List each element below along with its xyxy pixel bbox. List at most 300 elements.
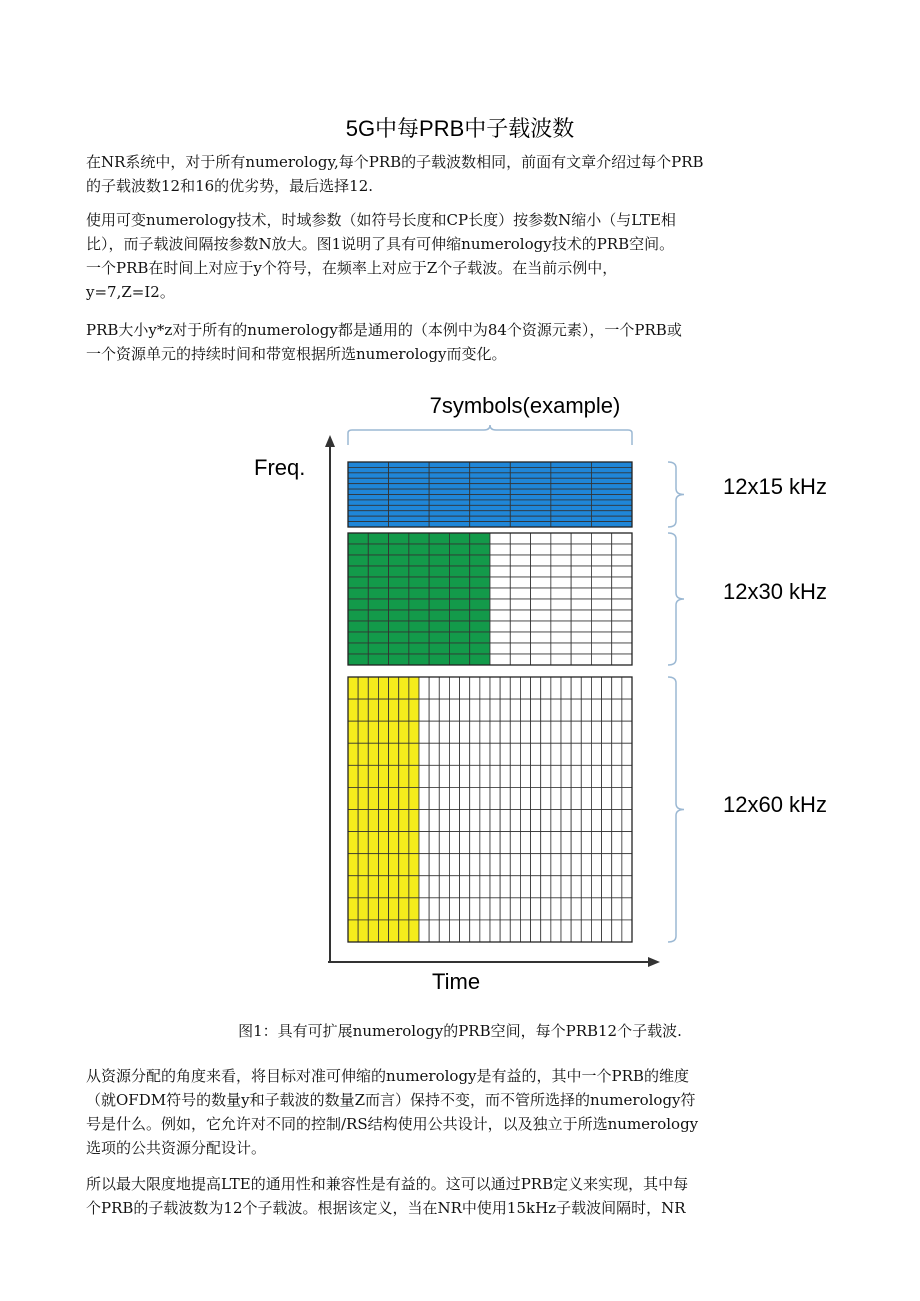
resource-element — [470, 467, 511, 472]
resource-element — [612, 832, 622, 854]
resource-element — [551, 467, 592, 472]
resource-element — [551, 588, 571, 599]
resource-element — [439, 810, 449, 832]
resource-element — [571, 621, 591, 632]
resource-element — [348, 854, 358, 876]
resource-element — [510, 478, 551, 483]
resource-element — [368, 533, 388, 544]
resource-element — [358, 854, 368, 876]
resource-element — [389, 516, 430, 521]
resource-element — [348, 632, 368, 643]
resource-element — [612, 533, 632, 544]
resource-element — [551, 787, 561, 809]
resource-element — [510, 632, 530, 643]
resource-element — [429, 511, 470, 516]
resource-element — [591, 599, 611, 610]
resource-element — [429, 555, 449, 566]
resource-element — [389, 566, 409, 577]
resource-element — [490, 599, 510, 610]
resource-element — [510, 522, 551, 527]
resource-element — [490, 555, 510, 566]
resource-element — [510, 500, 551, 505]
resource-element — [480, 810, 490, 832]
resource-element — [551, 489, 592, 494]
resource-element — [429, 787, 439, 809]
resource-element — [429, 462, 470, 467]
resource-element — [612, 632, 632, 643]
resource-element — [368, 876, 378, 898]
resource-element — [510, 566, 530, 577]
resource-element — [612, 566, 632, 577]
resource-element — [602, 677, 612, 699]
resource-element — [348, 621, 368, 632]
resource-element — [409, 654, 429, 665]
resource-element — [581, 787, 591, 809]
resource-element — [531, 577, 551, 588]
resource-element — [470, 677, 480, 699]
resource-element — [622, 787, 632, 809]
resource-element — [480, 677, 490, 699]
resource-element — [561, 920, 571, 942]
resource-element — [348, 832, 358, 854]
resource-element — [571, 854, 581, 876]
resource-element — [348, 743, 358, 765]
resource-element — [429, 522, 470, 527]
resource-element — [409, 743, 419, 765]
resource-element — [510, 621, 530, 632]
resource-element — [348, 516, 389, 521]
resource-element — [531, 599, 551, 610]
resource-element — [429, 473, 470, 478]
resource-element — [348, 533, 368, 544]
resource-element — [622, 898, 632, 920]
resource-element — [429, 533, 449, 544]
resource-element — [490, 854, 500, 876]
resource-element — [581, 699, 591, 721]
resource-element — [531, 854, 541, 876]
resource-element — [490, 787, 500, 809]
resource-element — [389, 473, 430, 478]
resource-element — [389, 610, 409, 621]
resource-element — [429, 588, 449, 599]
resource-element — [612, 677, 622, 699]
resource-element — [409, 920, 419, 942]
resource-element — [439, 721, 449, 743]
resource-element — [429, 495, 470, 500]
resource-element — [419, 677, 429, 699]
resource-element — [490, 621, 510, 632]
block-brace — [668, 462, 684, 527]
resource-element — [348, 522, 389, 527]
resource-element — [510, 495, 551, 500]
resource-element — [460, 677, 470, 699]
paragraph-2: 使用可变numerology技术，时域参数（如符号长度和CP长度）按参数N缩小（与LTE相 比），而子载波间隔按参数N放大。图1说明了具有可伸缩numerology技术的PRB空间。 一个PRB在时间上对应于y个符号，在频率上对应于Z个子载波。在当前示例中， y=7,Z=I2。 — [86, 211, 676, 301]
resource-element — [622, 876, 632, 898]
resource-element — [470, 462, 511, 467]
resource-element — [378, 699, 388, 721]
resource-element — [439, 743, 449, 765]
resource-element — [510, 721, 520, 743]
resource-element — [602, 787, 612, 809]
resource-element — [602, 743, 612, 765]
block-brace — [668, 677, 684, 942]
resource-element — [348, 898, 358, 920]
resource-element — [510, 516, 551, 521]
resource-element — [510, 467, 551, 472]
resource-element — [368, 854, 378, 876]
resource-element — [571, 721, 581, 743]
resource-element — [389, 500, 430, 505]
resource-element — [449, 654, 469, 665]
resource-element — [591, 522, 632, 527]
resource-element — [470, 721, 480, 743]
resource-element — [612, 920, 622, 942]
resource-element — [389, 495, 430, 500]
resource-element — [561, 832, 571, 854]
resource-element — [591, 699, 601, 721]
resource-element — [419, 920, 429, 942]
resource-element — [389, 511, 430, 516]
resource-element — [439, 876, 449, 898]
resource-element — [591, 555, 611, 566]
resource-element — [389, 577, 409, 588]
resource-element — [378, 854, 388, 876]
resource-element — [389, 555, 409, 566]
resource-element — [551, 533, 571, 544]
resource-element — [571, 677, 581, 699]
resource-element — [500, 876, 510, 898]
resource-element — [490, 588, 510, 599]
resource-element — [531, 876, 541, 898]
resource-element — [500, 920, 510, 942]
resource-element — [480, 699, 490, 721]
resource-element — [389, 920, 399, 942]
resource-element — [571, 588, 591, 599]
resource-element — [541, 832, 551, 854]
resource-element — [348, 699, 358, 721]
resource-element — [602, 721, 612, 743]
resource-element — [541, 898, 551, 920]
resource-element — [622, 743, 632, 765]
resource-element — [520, 787, 530, 809]
resource-element — [571, 577, 591, 588]
freq-axis-label: Freq. — [254, 455, 306, 480]
resource-element — [429, 478, 470, 483]
resource-element — [409, 599, 429, 610]
resource-element — [389, 654, 409, 665]
resource-element — [470, 898, 480, 920]
resource-element — [449, 677, 459, 699]
resource-element — [470, 632, 490, 643]
resource-element — [389, 522, 430, 527]
resource-element — [439, 920, 449, 942]
resource-element — [389, 832, 399, 854]
resource-element — [541, 765, 551, 787]
resource-element — [510, 588, 530, 599]
resource-element — [510, 743, 520, 765]
resource-element — [591, 810, 601, 832]
resource-element — [500, 810, 510, 832]
resource-element — [531, 677, 541, 699]
resource-element — [551, 610, 571, 621]
resource-element — [541, 677, 551, 699]
resource-element — [368, 632, 388, 643]
resource-element — [500, 787, 510, 809]
resource-element — [368, 566, 388, 577]
resource-element — [551, 920, 561, 942]
resource-element — [490, 898, 500, 920]
resource-element — [531, 832, 541, 854]
resource-element — [348, 467, 389, 472]
resource-element — [358, 810, 368, 832]
resource-element — [571, 544, 591, 555]
resource-element — [348, 654, 368, 665]
resource-element — [368, 787, 378, 809]
resource-element — [551, 599, 571, 610]
resource-element — [531, 533, 551, 544]
resource-element — [561, 854, 571, 876]
resource-element — [561, 898, 571, 920]
resource-element — [389, 505, 430, 510]
resource-element — [419, 854, 429, 876]
resource-element — [571, 876, 581, 898]
resource-element — [591, 621, 611, 632]
resource-element — [591, 467, 632, 472]
resource-element — [348, 588, 368, 599]
resource-element — [551, 505, 592, 510]
resource-element — [480, 876, 490, 898]
resource-element — [409, 632, 429, 643]
resource-element — [470, 854, 480, 876]
resource-element — [419, 898, 429, 920]
resource-element — [561, 721, 571, 743]
resource-element — [419, 787, 429, 809]
resource-element — [510, 473, 551, 478]
resource-element — [429, 484, 470, 489]
resource-element — [449, 721, 459, 743]
resource-element — [612, 699, 622, 721]
resource-element — [439, 854, 449, 876]
resource-element — [520, 832, 530, 854]
resource-element — [348, 566, 368, 577]
resource-element — [389, 484, 430, 489]
resource-element — [510, 489, 551, 494]
resource-element — [591, 643, 611, 654]
resource-element — [591, 505, 632, 510]
resource-element — [409, 621, 429, 632]
resource-element — [409, 787, 419, 809]
resource-element — [348, 500, 389, 505]
resource-element — [460, 765, 470, 787]
resource-element — [581, 832, 591, 854]
resource-element — [591, 544, 611, 555]
resource-element — [500, 721, 510, 743]
resource-element — [561, 876, 571, 898]
resource-element — [470, 533, 490, 544]
page-title: 5G中每PRB中子载波数 — [345, 116, 575, 141]
resource-element — [571, 632, 591, 643]
resource-element — [602, 876, 612, 898]
resource-element — [399, 743, 409, 765]
resource-element — [510, 610, 530, 621]
resource-element — [561, 787, 571, 809]
resource-element — [378, 743, 388, 765]
resource-element — [419, 721, 429, 743]
resource-element — [591, 898, 601, 920]
resource-element — [602, 898, 612, 920]
resource-element — [368, 898, 378, 920]
resource-element — [510, 505, 551, 510]
resource-element — [581, 765, 591, 787]
resource-element — [409, 610, 429, 621]
resource-element — [429, 489, 470, 494]
resource-element — [399, 876, 409, 898]
resource-element — [389, 599, 409, 610]
resource-element — [470, 876, 480, 898]
resource-element — [591, 489, 632, 494]
resource-element — [500, 743, 510, 765]
resource-element — [520, 721, 530, 743]
resource-element — [429, 505, 470, 510]
resource-element — [378, 832, 388, 854]
resource-element — [470, 810, 480, 832]
resource-element — [470, 478, 511, 483]
resource-element — [551, 484, 592, 489]
resource-element — [541, 743, 551, 765]
resource-element — [510, 920, 520, 942]
resource-element — [368, 654, 388, 665]
resource-element — [429, 876, 439, 898]
resource-element — [348, 721, 358, 743]
resource-element — [389, 721, 399, 743]
resource-element — [551, 721, 561, 743]
resource-element — [551, 643, 571, 654]
resource-element — [490, 654, 510, 665]
resource-element — [409, 577, 429, 588]
resource-element — [399, 699, 409, 721]
resource-element — [551, 898, 561, 920]
resource-element — [470, 610, 490, 621]
resource-element — [348, 876, 358, 898]
resource-element — [531, 643, 551, 654]
resource-element — [378, 721, 388, 743]
resource-element — [551, 765, 561, 787]
resource-element — [409, 566, 429, 577]
resource-element — [490, 677, 500, 699]
resource-element — [561, 765, 571, 787]
resource-element — [460, 699, 470, 721]
resource-element — [591, 462, 632, 467]
resource-element — [510, 484, 551, 489]
resource-element — [510, 511, 551, 516]
figure-caption: 图1：具有可扩展numerology的PRB空间，每个PRB12个子载波. — [238, 1022, 682, 1040]
resource-element — [460, 876, 470, 898]
resource-element — [389, 588, 409, 599]
resource-element — [591, 484, 632, 489]
resource-element — [541, 699, 551, 721]
resource-element — [612, 743, 622, 765]
resource-element — [378, 765, 388, 787]
resource-element — [389, 765, 399, 787]
block-label-15khz: 12x15 kHz — [723, 474, 827, 499]
resource-element — [429, 544, 449, 555]
resource-element — [520, 898, 530, 920]
resource-element — [612, 898, 622, 920]
resource-element — [551, 677, 561, 699]
resource-element — [429, 832, 439, 854]
resource-element — [399, 810, 409, 832]
resource-element — [389, 787, 399, 809]
resource-element — [571, 787, 581, 809]
resource-element — [480, 765, 490, 787]
resource-element — [612, 588, 632, 599]
resource-element — [541, 787, 551, 809]
resource-element — [358, 876, 368, 898]
resource-element — [531, 632, 551, 643]
resource-element — [581, 810, 591, 832]
resource-element — [551, 699, 561, 721]
resource-element — [612, 810, 622, 832]
prb-block-2 — [348, 533, 632, 665]
resource-element — [551, 743, 561, 765]
resource-element — [551, 621, 571, 632]
resource-element — [470, 495, 511, 500]
resource-element — [510, 832, 520, 854]
resource-element — [591, 677, 601, 699]
resource-element — [510, 677, 520, 699]
resource-element — [561, 699, 571, 721]
resource-element — [449, 643, 469, 654]
resource-element — [591, 654, 611, 665]
resource-element — [571, 566, 591, 577]
resource-element — [612, 599, 632, 610]
resource-element — [490, 643, 510, 654]
prb-block-1 — [348, 462, 632, 527]
resource-element — [449, 898, 459, 920]
resource-element — [348, 462, 389, 467]
resource-element — [348, 599, 368, 610]
resource-element — [348, 765, 358, 787]
resource-element — [389, 544, 409, 555]
resource-element — [531, 699, 541, 721]
resource-element — [449, 920, 459, 942]
resource-element — [399, 920, 409, 942]
resource-element — [510, 876, 520, 898]
resource-element — [470, 544, 490, 555]
resource-element — [602, 765, 612, 787]
resource-element — [439, 677, 449, 699]
resource-element — [490, 610, 510, 621]
resource-element — [551, 654, 571, 665]
block-brace — [668, 533, 684, 665]
resource-element — [460, 854, 470, 876]
paragraph-1: 在NR系统中，对于所有numerology,每个PRB的子载波数相同，前面有文章介绍过每个PRB 的子载波数12和16的优劣势，最后选择12. — [86, 153, 704, 195]
resource-element — [591, 787, 601, 809]
resource-element — [612, 621, 632, 632]
resource-element — [531, 920, 541, 942]
block-label-60khz: 12x60 kHz — [723, 792, 827, 817]
resource-element — [602, 920, 612, 942]
resource-element — [531, 721, 541, 743]
resource-element — [429, 610, 449, 621]
resource-element — [470, 522, 511, 527]
resource-element — [348, 495, 389, 500]
resource-element — [591, 765, 601, 787]
y-axis-arrow-icon — [325, 435, 335, 447]
resource-element — [531, 610, 551, 621]
block-label-30khz: 12x30 kHz — [723, 579, 827, 604]
resource-element — [449, 577, 469, 588]
